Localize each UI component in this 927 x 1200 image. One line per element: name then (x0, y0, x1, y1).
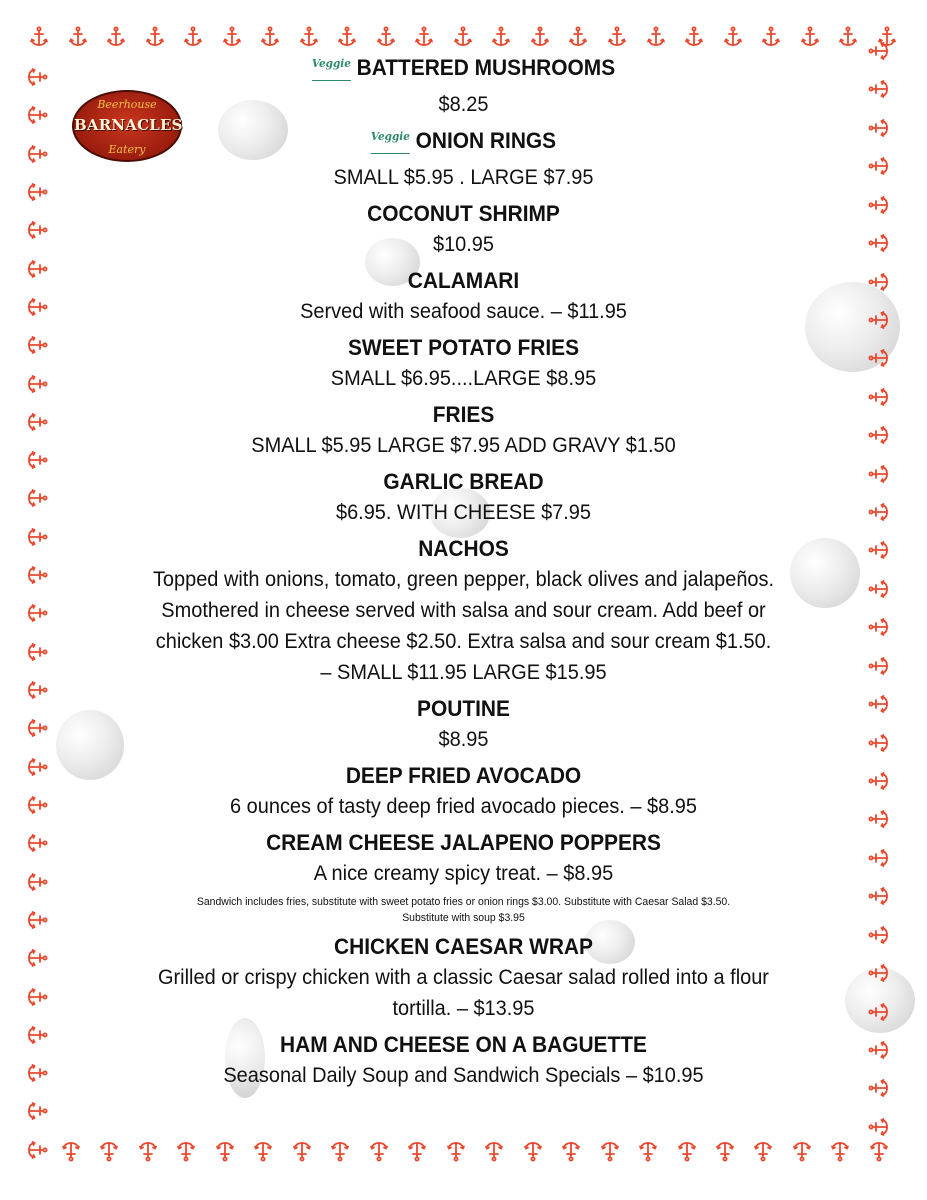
sideways-anchor-icon (60, 1140, 82, 1162)
anchor-icon (645, 26, 667, 48)
sideways-anchor-icon (26, 832, 48, 854)
sideways-anchor-icon (252, 1140, 274, 1162)
sideways-anchor-icon (406, 1140, 428, 1162)
sideways-anchor-icon (868, 1140, 890, 1162)
sideways-anchor-icon (26, 756, 48, 778)
anchor-icon (683, 26, 705, 48)
sideways-anchor-icon (752, 1140, 774, 1162)
sideways-anchor-icon (868, 924, 890, 946)
sideways-anchor-icon (26, 104, 48, 126)
menu-item-title (118, 760, 809, 791)
sideways-anchor-icon (868, 1116, 890, 1138)
menu-item-name: CHICKEN CAESAR WRAP (334, 934, 593, 959)
menu-item-name: FRIES (432, 402, 495, 427)
sideways-anchor-icon (868, 232, 890, 254)
menu-item-description: $6.95. WITH CHEESE $7.95 (335, 501, 592, 524)
anchor-icon (259, 26, 281, 48)
sideways-anchor-icon (26, 411, 48, 433)
sideways-anchor-icon (868, 655, 890, 677)
anchor-icon (413, 26, 435, 48)
bottom-anchor-border (60, 1140, 890, 1162)
spacer (100, 1091, 827, 1096)
sideways-anchor-icon (868, 847, 890, 869)
menu-item-title (118, 125, 809, 162)
menu-item-title (118, 533, 809, 564)
sideways-anchor-icon (829, 1140, 851, 1162)
sideways-anchor-icon (868, 1039, 890, 1061)
anchor-icon (722, 26, 744, 48)
sideways-anchor-icon (26, 986, 48, 1008)
menu-item-description: SMALL $6.95....LARGE $8.95 (330, 367, 597, 390)
sideways-anchor-icon (868, 770, 890, 792)
sideways-anchor-icon (868, 578, 890, 600)
sideways-anchor-icon (868, 693, 890, 715)
sideways-anchor-icon (291, 1140, 313, 1162)
menu-item-description: 6 ounces of tasty deep fried avocado pieces. – $8.95 (230, 795, 697, 818)
anchor-icon (144, 26, 166, 48)
anchor-icon (490, 26, 512, 48)
menu-item (100, 693, 827, 755)
sideways-anchor-icon (26, 66, 48, 88)
sideways-anchor-icon (26, 909, 48, 931)
sideways-anchor-icon (26, 526, 48, 548)
anchor-icon (336, 26, 358, 48)
sideways-anchor-icon (26, 334, 48, 356)
menu-item (100, 533, 827, 688)
sideways-anchor-icon (26, 1100, 48, 1122)
veggie-badge: Veggie (312, 48, 351, 81)
menu-item-description: $8.25 (438, 93, 489, 116)
anchor-icon (298, 26, 320, 48)
sideways-anchor-icon (868, 117, 890, 139)
anchor-icon (28, 26, 50, 48)
menu-item-title (118, 332, 809, 363)
sideways-anchor-icon (868, 732, 890, 754)
sideways-anchor-icon (868, 885, 890, 907)
top-anchor-border (28, 26, 898, 48)
logo-name: BARNACLES (74, 116, 183, 134)
sideways-anchor-icon (137, 1140, 159, 1162)
menu-item-name: BATTERED MUSHROOMS (356, 55, 616, 80)
sideways-anchor-icon (560, 1140, 582, 1162)
sideways-anchor-icon (868, 386, 890, 408)
menu-item (100, 1029, 827, 1091)
menu-item-description: chicken $3.00 Extra cheese $2.50. Extra salsa and sour cream $1.50. (155, 630, 772, 653)
sideways-anchor-icon (445, 1140, 467, 1162)
sideways-anchor-icon (26, 258, 48, 280)
sideways-anchor-icon (868, 463, 890, 485)
sideways-anchor-icon (98, 1140, 120, 1162)
sideways-anchor-icon (26, 487, 48, 509)
anchor-icon (375, 26, 397, 48)
anchor-icon (837, 26, 859, 48)
sideways-anchor-icon (26, 602, 48, 624)
sideways-anchor-icon (26, 143, 48, 165)
menu-item-name: CALAMARI (407, 268, 520, 293)
sideways-anchor-icon (26, 717, 48, 739)
sideways-anchor-icon (868, 155, 890, 177)
menu-item (100, 827, 827, 889)
sideways-anchor-icon (26, 794, 48, 816)
menu-item-description: SMALL $5.95 LARGE $7.95 ADD GRAVY $1.50 (251, 434, 676, 457)
sideways-anchor-icon (791, 1140, 813, 1162)
sideways-anchor-icon (599, 1140, 621, 1162)
sideways-anchor-icon (26, 1139, 48, 1161)
menu-item-name: SWEET POTATO FRIES (347, 335, 580, 360)
menu-item-description: Smothered in cheese served with salsa and sour cream. Add beef or (161, 599, 766, 622)
sideways-anchor-icon (868, 40, 890, 62)
sideways-anchor-icon (26, 1062, 48, 1084)
menu-item-title (118, 399, 809, 430)
appetizer-menu (100, 52, 827, 1096)
menu-item-name: ONION RINGS (415, 128, 557, 153)
sideways-anchor-icon (175, 1140, 197, 1162)
menu-item-title (118, 265, 809, 296)
sideways-anchor-icon (26, 373, 48, 395)
sideways-anchor-icon (868, 539, 890, 561)
sideways-anchor-icon (329, 1140, 351, 1162)
sideways-anchor-icon (26, 1024, 48, 1046)
veggie-badge: Veggie (371, 121, 410, 154)
sideways-anchor-icon (868, 347, 890, 369)
sideways-anchor-icon (676, 1140, 698, 1162)
menu-item-name: POUTINE (417, 696, 510, 721)
menu-item (100, 399, 827, 461)
logo-top-text: Beerhouse (97, 98, 157, 111)
menu-item-description: Grilled or crispy chicken with a classic Caesar salad rolled into a flour (158, 966, 769, 989)
menu-item-title (118, 466, 809, 497)
menu-item-title (118, 827, 809, 858)
anchor-icon (221, 26, 243, 48)
menu-item-title (118, 931, 809, 962)
menu-item-description: – SMALL $11.95 LARGE $15.95 (320, 661, 607, 684)
anchor-icon (760, 26, 782, 48)
sideways-anchor-icon (26, 296, 48, 318)
sideways-anchor-icon (26, 449, 48, 471)
menu-item-name: CREAM CHEESE JALAPENO POPPERS (266, 830, 661, 855)
anchor-icon (105, 26, 127, 48)
anchor-icon (452, 26, 474, 48)
sideways-anchor-icon (714, 1140, 736, 1162)
anchor-icon (799, 26, 821, 48)
menu-item (100, 125, 827, 193)
sideways-anchor-icon (868, 1077, 890, 1099)
sideways-anchor-icon (868, 962, 890, 984)
menu-item-description: tortilla. – $13.95 (392, 997, 535, 1020)
menu-item (100, 198, 827, 260)
sideways-anchor-icon (483, 1140, 505, 1162)
anchor-icon (567, 26, 589, 48)
sideways-anchor-icon (26, 871, 48, 893)
logo-bottom-text: Eatery (108, 143, 146, 156)
menu-item-description: $8.95 (438, 728, 489, 751)
anchor-icon (182, 26, 204, 48)
menu-item-title (118, 1029, 809, 1060)
menu-item-name: DEEP FRIED AVOCADO (345, 763, 582, 788)
sideways-anchor-icon (214, 1140, 236, 1162)
sideways-anchor-icon (868, 194, 890, 216)
menu-item (100, 332, 827, 394)
sideways-anchor-icon (868, 309, 890, 331)
sideways-anchor-icon (26, 679, 48, 701)
menu-item-title (118, 52, 809, 89)
sideways-anchor-icon (868, 616, 890, 638)
menu-item-title (118, 198, 809, 229)
menu-item-name: GARLIC BREAD (383, 469, 544, 494)
menu-item-description: Served with seafood sauce. – $11.95 (300, 300, 627, 323)
menu-item-title (118, 693, 809, 724)
menu-item-description: Topped with onions, tomato, green pepper, black olives and jalapeños. (152, 568, 775, 591)
sideways-anchor-icon (637, 1140, 659, 1162)
sideways-anchor-icon (868, 501, 890, 523)
sideways-anchor-icon (368, 1140, 390, 1162)
menu-item (100, 52, 827, 120)
right-anchor-border (868, 40, 890, 1138)
menu-item-name: HAM AND CHEESE ON A BAGUETTE (280, 1032, 647, 1057)
sideways-anchor-icon (868, 78, 890, 100)
menu-item-name: COCONUT SHRIMP (367, 201, 560, 226)
menu-item-name: NACHOS (418, 536, 509, 561)
sideways-anchor-icon (26, 219, 48, 241)
sideways-anchor-icon (868, 1001, 890, 1023)
anchor-icon (529, 26, 551, 48)
menu-item (100, 466, 827, 528)
anchor-icon (67, 26, 89, 48)
menu-item-description: A nice creamy spicy treat. – $8.95 (313, 862, 614, 885)
menu-item-description: Seasonal Daily Soup and Sandwich Specials – $10.95 (223, 1064, 704, 1087)
sideways-anchor-icon (26, 947, 48, 969)
menu-item (100, 931, 827, 1024)
substitution-note (100, 894, 827, 926)
sideways-anchor-icon (26, 564, 48, 586)
left-anchor-border (26, 66, 48, 1161)
sideways-anchor-icon (26, 641, 48, 663)
menu-item-description: $10.95 (432, 233, 495, 256)
sideways-anchor-icon (868, 808, 890, 830)
menu-item (100, 265, 827, 327)
menu-item (100, 760, 827, 822)
sideways-anchor-icon (868, 271, 890, 293)
note-line: Substitute with soup $3.95 (402, 912, 525, 924)
sideways-anchor-icon (26, 181, 48, 203)
sideways-anchor-icon (522, 1140, 544, 1162)
anchor-icon (606, 26, 628, 48)
note-line: Sandwich includes fries, substitute with sweet potato fries or onion rings $3.00. Substitute with Caesar Salad $3.50. (196, 896, 731, 908)
menu-item-description: SMALL $5.95 . LARGE $7.95 (333, 166, 594, 189)
sideways-anchor-icon (868, 424, 890, 446)
